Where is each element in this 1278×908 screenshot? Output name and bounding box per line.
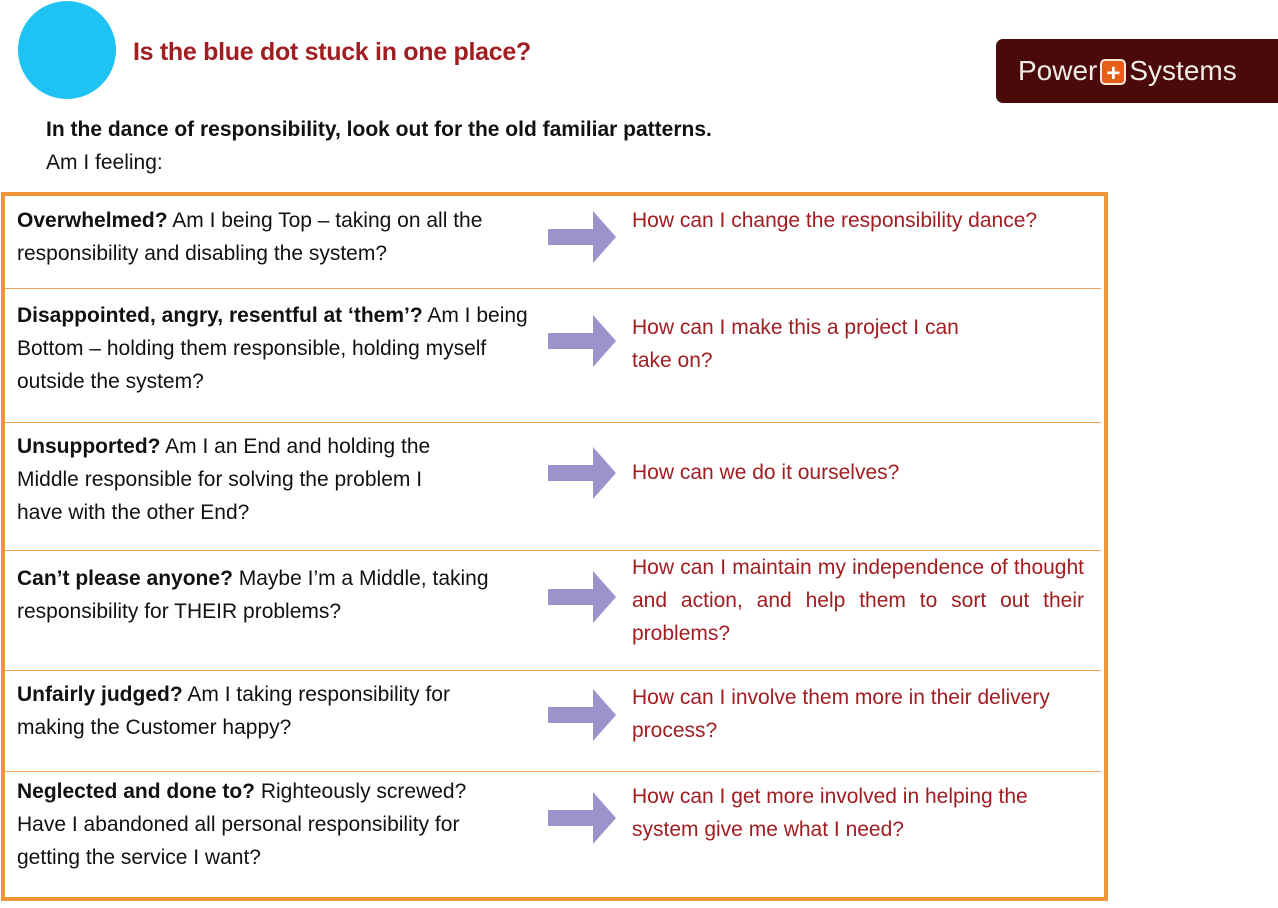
page-title: Is the blue dot stuck in one place? <box>133 38 531 66</box>
intro-text: In the dance of responsibility, look out for the old familiar patterns. <box>46 118 712 141</box>
feeling-question: Am I being Bottom – holding them responsible, holding myself outside the system? <box>17 304 528 393</box>
feeling-cell <box>17 678 502 744</box>
blue-dot-icon <box>18 1 116 99</box>
feeling-question: Am I taking responsibility for making the Customer happy? <box>17 683 450 739</box>
feeling-label: Unfairly judged? <box>17 683 183 706</box>
response-cell: How can I maintain my independence of thought and action, and help them to sort out their problems? <box>632 556 1084 645</box>
arrow-right-icon <box>548 790 618 846</box>
arrow-right-icon <box>548 445 618 501</box>
feeling-cell <box>17 299 542 398</box>
response-cell: How can I change the responsibility dance? <box>632 209 1038 232</box>
arrow-right-icon <box>548 209 618 265</box>
feeling-label: Neglected and done to? <box>17 780 256 803</box>
power-systems-logo <box>996 39 1278 103</box>
arrow-right-icon <box>548 313 618 369</box>
feeling-label: Unsupported? <box>17 435 161 458</box>
logo-text-systems: Systems <box>1129 55 1237 86</box>
table-row <box>5 423 1101 551</box>
logo-plus-icon: + <box>1100 59 1126 85</box>
feeling-cell <box>17 562 517 628</box>
feeling-question: Righteously screwed? Have I abandoned all personal responsibility for getting the service I want? <box>17 780 467 869</box>
response-cell: How can I make this a project I can take on? <box>632 316 959 372</box>
response-cell: How can we do it ourselves? <box>632 461 900 484</box>
table-row <box>5 551 1101 671</box>
arrow-right-icon <box>548 687 618 743</box>
feeling-question: Maybe I’m a Middle, taking responsibility for THEIR problems? <box>17 567 489 623</box>
feeling-label: Overwhelmed? <box>17 209 168 232</box>
table-row <box>5 772 1101 895</box>
feeling-question: Am I an End and holding the Middle responsible for solving the problem I have with the other End? <box>17 435 431 524</box>
table-row <box>5 289 1101 423</box>
logo-text-power: Power <box>1018 55 1098 86</box>
sub-intro-text: Am I feeling: <box>46 151 163 174</box>
feeling-cell <box>17 775 517 874</box>
arrow-right-icon <box>548 569 618 625</box>
feeling-question: Am I being Top – taking on all the responsibility and disabling the system? <box>17 209 483 265</box>
response-cell: How can I involve them more in their delivery process? <box>632 686 1050 742</box>
table-row <box>5 198 1101 289</box>
feeling-cell <box>17 430 472 529</box>
feeling-label: Disappointed, angry, resentful at ‘them’? <box>17 304 423 327</box>
feeling-cell <box>17 204 537 270</box>
feeling-label: Can’t please anyone? <box>17 567 233 590</box>
table-row <box>5 671 1101 772</box>
feelings-table <box>5 198 1101 895</box>
response-cell: How can I get more involved in helping the system give me what I need? <box>632 785 1028 841</box>
